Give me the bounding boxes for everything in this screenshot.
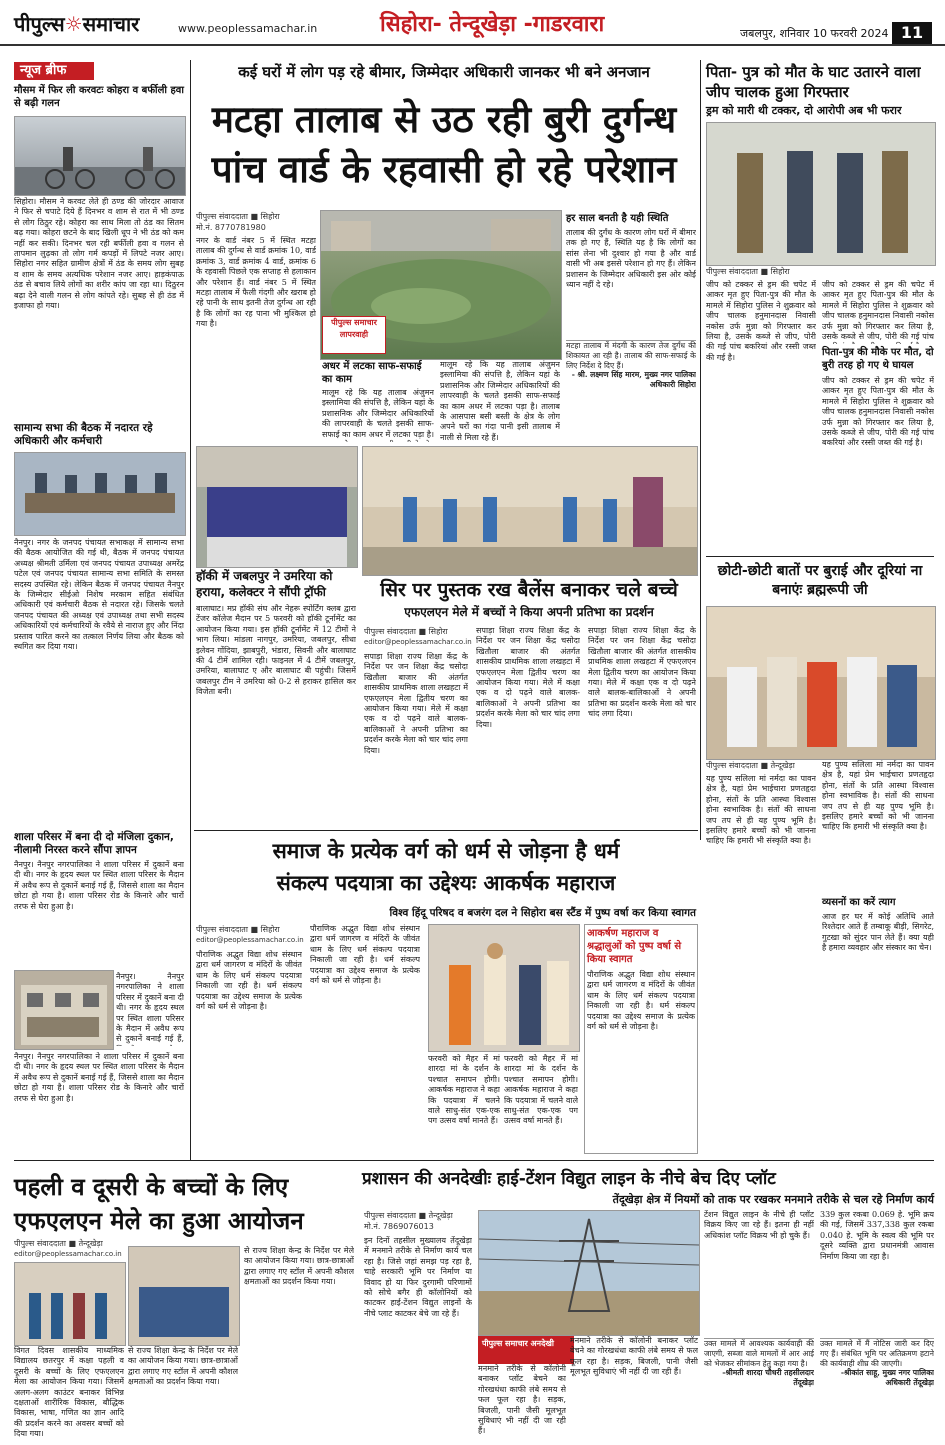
books-body-col3: सपाड़ा शिक्षा राज्य शिक्षा केंद्र के निर्देश पर जन शिक्षा केंद्र चसोदा खितौला बाजार की अंतर्गत शासकीय प्राथमिक शाला लखहटा में एफएलएन मेला द्वितीय चरण का आयोजन किया गया। मेले में कक्षा एक व दो पढ़ने वाले बालक-बालिकाओं ने अपनी प्रतिभा का प्रदर्शन करके मेला को चार चांद लगा दिया। xyxy=(588,626,696,719)
logo-text-left: पीपुल्स xyxy=(14,12,65,36)
fln-body-col3: से राज्य शिक्षा केन्द्र के निर्देश पर मेले का आयोजन किया गया। छात्र-छात्राओं द्वारा लगाए गए स्टॉल में अपनी कौशल क्षमताओं का प्रदर्शन किया गया। xyxy=(244,1246,354,1287)
dharm-top-rule xyxy=(194,830,698,831)
power-byline: पीपुल्स संवाददाता ■ तेन्दूखेड़ा xyxy=(364,1211,453,1220)
lead-body-col3: मालूम रहे कि यह तालाब अंजुमन इस्लामिया की संपत्ति है, लेकिन यहां के प्रशासनिक और जिम्मेदार अधिकारियों की लापरवाही के चलते इसकी साफ-सफाई का काम अधर में लटका पड़ा है। तालाब के आसपास बसी बस्ती के क्षेत्र के लोग अपने घरों का गंदा पानी इसी तालाब में नाली से मिला रहे हैं। xyxy=(440,360,560,442)
lead-quote: मटहा तालाब में मंदगी के कारण तेज दुर्गंध की शिकायत आ रही है। तालाब की साफ-सफाई के लिए निर्देश दे दिए हैं। xyxy=(566,341,696,370)
books-headline: सिर पर पुस्तक रख बैलेंस बनाकर चले बच्चे xyxy=(380,579,678,601)
dharm-body-col2: पौराणिक अद्भुत विद्या शोध संस्थान द्वारा धर्म जागरण व मंदिरों के जीवंत धाम के लिए धर्म संकल्प पदयात्रा निकाली जा रही है। धर्म संकल्प पदयात्रा का उद्देश्य समाज के प्रत्येक वर्ग को धर्म से जोड़ना है। xyxy=(310,924,420,986)
dharm-subhead: विश्व हिंदू परिषद व बजरंग दल ने सिहोरा बस स्टैंड में पुष्प वर्षा कर किया स्वागत xyxy=(389,907,696,919)
power-quote-author: -श्रीकांत साहू, मुख्य नगर पालिका अधिकारी तेंदूखेड़ा xyxy=(840,1368,934,1388)
cyclists-image xyxy=(15,117,185,195)
sants-body-col1: यह पुण्य सलिला मां नर्मदा का पावन क्षेत्र है, यहां प्रेम भाईचारा प्रणतहृदा होना, संतों के प्रति आस्था विश्वास होना स्वभाविक है। संतों की साधना जप तप से ही यह पुण्य भूमि है। इसलिए हमारे बच्चों को भी जानना चाहिए कि हमारी भी संस्कृति क्या है। xyxy=(706,774,816,846)
fln-body-col2: से राज्य शिक्षा केन्द्र के निर्देश पर मेले का आयोजन किया गया। छात्र-छात्राओं द्वारा लगाए गए स्टॉल में अपनी कौशल क्षमताओं का प्रदर्शन किया गया। xyxy=(128,1346,238,1387)
lead-body-col2: मालूम रहे कि यह तालाब अंजुमन इस्लामिया की संपत्ति है, लेकिन यहां के प्रशासनिक और जिम्मेदार अधिकारियों की लापरवाही के चलते इसकी साफ-सफाई का काम अधर में लटका पड़ा है। xyxy=(322,388,434,439)
saints-gathering-image xyxy=(707,607,935,759)
column-divider xyxy=(190,60,191,1160)
power-body-col1: इन दिनों तहसील मुख्यालय तेंदूखेड़ा में मनमाने तरीके से निर्माण कार्य चल रहा है। जिसे जहां समझ पड़ रहा है, चाहे सरकारी भूमि पर निर्माण या विवाद हो या फिर दुरगामी परिणामों को सोचे बगैर ही कॉलोनियों को काटकर हाई-टेंशन विद्युत लाइनों के नीचे प्लाट काटकर बेचे जा रहे हैं। xyxy=(364,1236,472,1318)
power-body-col2: मनमाने तरीके से कॉलोनी बनाकर प्लॉट बेचने का गोरखधंधा काफी लंबे समय से फल फूल रहा है। सड़क, बिजली, पानी जैसी मूलभूत सुविधाएं भी नहीं दी जा रही हैं। xyxy=(570,1336,698,1377)
brief-body-shops-cont: नैनपुर। नैनपुर नगरपालिका ने शाला परिसर में दुकानें बना दी थी। नगर के हृदय स्थल पर स्थित शाला परिसर के मैदान में अवैध रूप से दुकानें बनाई गई हैं, xyxy=(116,972,184,1044)
fog-photo xyxy=(14,116,186,196)
brief-headline-weather: मौसम में फिर ली करवटः कोहरा व बर्फीली हवा से बढ़ी गलन xyxy=(14,85,184,109)
fln-email: editor@peoplessamachar.co.in xyxy=(14,1250,122,1258)
logo-text-right: समाचार xyxy=(82,12,140,36)
dharm-headline-line1: समाज के प्रत्येक वर्ग को धर्म से जोड़ना है धर्म xyxy=(272,839,620,863)
lead-headline-line2: पांच वार्ड के रहवासी हो रहे परेशान xyxy=(211,148,677,191)
police-with-accused-image xyxy=(707,123,935,265)
children-mela-image xyxy=(15,1263,125,1345)
power-headline: प्रशासन की अनदेखीः हाई-टेंशन विद्युत लाइन के नीचे बेच दिए प्लॉट xyxy=(362,1169,776,1189)
power-badge: पीपुल्स समाचार अनदेखी xyxy=(478,1336,574,1364)
lead-quote-box xyxy=(566,340,696,445)
fln-photo-2 xyxy=(128,1246,240,1346)
pond-photo-caption: अधर में लटका साफ-सफाई का काम xyxy=(322,361,422,385)
hockey-headline: हॉकी में जबलपुर ने उमरिया को हराया, कलेक्टर ने सौंपी ट्रॉफी xyxy=(196,569,333,599)
dharm-body-col1: पौराणिक अद्भुत विद्या शोध संस्थान द्वारा धर्म जागरण व मंदिरों के जीवंत धाम के लिए धर्म संकल्प पदयात्रा निकाली जा रही है। धर्म संकल्प पदयात्रा का उद्देश्य समाज के प्रत्येक वर्ग को धर्म से जोड़ना है। xyxy=(196,950,302,1012)
bottom-section-rule xyxy=(14,1160,934,1161)
masthead xyxy=(0,0,945,46)
dharm-box-body: पौराणिक अद्भुत विद्या शोध संस्थान द्वारा धर्म जागरण व मंदिरों के जीवंत धाम के लिए धर्म संकल्प पदयात्रा निकाली जा रही है। धर्म संकल्प पदयात्रा का उद्देश्य समाज के प्रत्येक वर्ग को धर्म से जोड़ना है। xyxy=(587,970,695,1032)
hockey-photo xyxy=(196,446,358,568)
news-brief-label: न्यूज ब्रीफ xyxy=(20,63,67,78)
shops-photo xyxy=(14,970,114,1050)
high-tension-tower-image xyxy=(479,1211,699,1335)
sants-top-rule xyxy=(706,556,934,557)
dharm-headline-line2: संकल्प पदयात्रा का उद्देश्यः आकर्षक महाराज xyxy=(276,871,616,895)
dharm-body-col4: फरवरी को मैहर में मां शारदा मां के दर्शन के पश्चात समापन होगी। आकर्षक महाराज ने कहा कि पदयात्रा में चलने वाले साधु-संत एक-एक पग उत्सव वर्षा मानते हैं। xyxy=(504,1054,578,1126)
brief-headline-shops: शाला परिसर में बना दी दो मंजिला दुकान, नीलामी निरस्त करने सौंपा ज्ञापन xyxy=(14,831,174,856)
brief-headline-meeting: सामान्य सभा की बैठक में नदारत रहे अधिकारी और कर्मचारी xyxy=(14,422,153,447)
accident-subhead2: पिता-पुत्र की मौके पर मौत, दो बुरी तरह हो गए थे घायल xyxy=(822,347,934,371)
lead-watermark: पीपुल्स समाचार लापरवाही xyxy=(331,318,377,339)
sants-byline: पीपुल्स संवाददाता ■ तेन्दूखेड़ा xyxy=(706,761,795,770)
power-quote-box-2 xyxy=(704,1338,814,1439)
section-title: सिहोरा- तेन्दूखेड़ा -गाडरवारा xyxy=(380,12,605,37)
lead-quote-author: - श्री. लक्ष्मण सिंह मारम, मुख्य नगर पालिका अधिकारी सिहोरा xyxy=(571,370,696,390)
fln-photo xyxy=(14,1262,126,1346)
children-group-image xyxy=(129,1247,239,1345)
accident-byline: पीपुल्स संवाददाता ■ सिहोरा xyxy=(706,267,790,276)
power-subhead: तेंदूखेड़ा क्षेत्र में नियमों को ताक पर रखकर मनमाने तरीके से चल रहे निर्माण कार्य xyxy=(612,1193,934,1206)
books-email: editor@peoplessamachar.co.in xyxy=(364,638,472,646)
sants-body-col2: यह पुण्य सलिला मां नर्मदा का पावन क्षेत्र है, यहां प्रेम भाईचारा प्रणतहृदा होना, संतों के प्रति आस्था विश्वास होना स्वभाविक है। संतों की साधना जप तप से ही यह पुण्य भूमि है। इसलिए हमारे बच्चों को भी जानना चाहिए कि हमारी भी संस्कृति क्या है। xyxy=(822,760,934,832)
power-quote-2-author: -श्रीमती शारदा चौधरी तहसीलदार तेंदूखेड़ा xyxy=(722,1368,814,1388)
accident-headline: पिता- पुत्र को मौत के घाट उतारने वाला जीप चालक हुआ गिरफ्तार xyxy=(706,63,921,101)
fln-body-col1: विगत दिवस शासकीय माध्यमिक विद्यालय छतरपुर में कक्षा पहली व दूसरी के बच्चों के लिए एफएलएन मेला का आयोजन किया गया। जिसमें अलग-अलग काउंटर बनाकर विभिन्न दक्षताओं शारीरिक विकास, बौद्धिक विकास, भाषा, गणित का ज्ञान आदि की प्रदर्शन करने का अवसर बच्चों को दिया गया। xyxy=(14,1346,124,1438)
power-quote-2: उक्त मामले में आवश्यक कार्यवाही की जाएगी, सब्जा वाले मामलों में आर आई को भेजकर सीमांकन हेतु कहा गया है। xyxy=(704,1339,814,1368)
accident-subhead: ड्रम को मारी थी टक्कर, दो आरोपी अब भी फरार xyxy=(706,104,902,117)
meeting-room-image xyxy=(15,453,185,535)
power-quote-box xyxy=(820,1338,934,1439)
brief-body-shops-end: नैनपुर। नैनपुर नगरपालिका ने शाला परिसर में दुकानें बना दी थी। नगर के हृदय स्थल पर स्थित शाला परिसर के मैदान में अवैध रूप से दुकानें बनाई गई हैं, जिससे शाला का मैदान छोटा हो गया है। शाला परिसर रोड के किनारे और चारों तरफ से घेरा हुआ है। xyxy=(14,1052,184,1103)
power-body-col2b: मनमाने तरीके से कॉलोनी बनाकर प्लॉट बेचने का गोरखधंधा काफी लंबे समय से फल फूल रहा है। सड़क, बिजली, पानी जैसी मूलभूत सुविधाएं भी नहीं दी जा रही हैं। xyxy=(478,1364,566,1436)
dharm-email: editor@peoplessamachar.co.in xyxy=(196,936,304,944)
power-quote: उक्त मामले में मैं नोटिस जारी कर दिए गए हैं। संबंधित भूमि पर अतिक्रमण हटाने की कार्यवाही शीघ्र की जाएगी। xyxy=(820,1339,934,1368)
children-books-photo xyxy=(362,446,698,576)
lead-mobile: मो.नं. 8770781980 xyxy=(196,223,266,232)
lead-body-col1: नगर के वार्ड नंबर 5 में स्थित मटहा तालाब की दुर्गन्ध से वार्ड क्रमांक 10, वार्ड क्रमांक 3, वार्ड क्रमांक 4 वार्ड, क्रमांक 6 के रहवासी पिछले एक सप्ताह से हलाकान और परेशान हैं। वार्ड नंबर 5 में स्थित मटहा तालाब में फैली गंदगी और खराब हो रहे पानी के साथ इतनी तेज दुर्गन्ध आ रही है कि लोगों का रह पाना भी मुश्किल हो गया है। xyxy=(196,236,316,329)
newspaper-logo: पीपुल्स☼समाचार xyxy=(14,12,140,36)
power-mobile: मो.नं. 7869076013 xyxy=(364,1222,434,1231)
fln-headline-line2: एफएलएन मेले का हुआ आयोजन xyxy=(14,1207,304,1235)
meeting-photo xyxy=(14,452,186,536)
lead-byline: पीपुल्स संवाददाता ■ सिहोरा xyxy=(196,212,280,221)
accident-body-col1: जीप को टक्कर से ड्रम की चपेट में आकर मृत हुए पिता-पुत्र की मौत के मामले में सिहोरा पुलिस ने शुक्रवार को जीप चालक हनुमानदास निवासी नकोस उर्फ मुन्ना को गिरफ्तार कर लिया है, उसके कब्जे से जीप, पोरी की गई पांच बकरियां और रस्सी जब्त की गई है। xyxy=(706,280,816,362)
dateline: जबलपुर, शनिवार 10 फरवरी 2024 xyxy=(740,27,889,40)
dharm-body-col3: फरवरी को मैहर में मां शारदा मां के दर्शन के पश्चात समापन होगी। आकर्षक महाराज ने कहा कि पदयात्रा में चलने वाले साधु-संत एक-एक पग उत्सव वर्षा मानते हैं। xyxy=(428,1054,500,1126)
dharm-box xyxy=(584,924,698,1154)
lead-headline-line1: मटहा तालाब से उठ रही बुरी दुर्गन्ध xyxy=(211,98,677,141)
books-subhead: एफएलएन मेले में बच्चों ने किया अपनी प्रतिभा का प्रदर्शन xyxy=(404,605,654,619)
lead-watermark-box xyxy=(322,316,386,354)
welcome-procession-image xyxy=(429,925,579,1051)
sants-subhead: व्यसनों का करें त्याग xyxy=(822,897,896,908)
fln-byline: पीपुल्स संवाददाता ■ तेन्दूखेड़ा xyxy=(14,1239,103,1248)
lead-kicker: कई घरों में लोग पड़ रहे बीमार, जिम्मेदार अधिकारी जानकर भी बने अनजान xyxy=(238,63,650,81)
dharm-box-title: आकर्षण महाराज व श्रद्धालुओं को पुष्प वर्षा से किया स्वागत xyxy=(587,928,682,965)
accident-body-col2: जीप को टक्कर से ड्रम की चपेट में आकर मृत हुए पिता-पुत्र की मौत के मामले में सिहोरा पुलिस ने शुक्रवार को जीप चालक हनुमानदास निवासी नकोस उर्फ मुन्ना को गिरफ्तार कर लिया है, उसके कब्जे से जीप, पोरी की गई पांच xyxy=(822,280,934,342)
lead-body-col4: तालाब की दुर्गंध के कारण लोग घरों में बीमार तक हो गए हैं, स्थिति यह है कि लोगों का सांस लेना भी दुश्वार हो गया है और वार्ड वासी भी अब इससे परेशान हो गए हैं। लेकिन प्रशासन के जिम्मेदार अधिकारी इस ओर कोई ध्यान नहीं दे रहे। xyxy=(566,228,696,290)
hockey-team-image xyxy=(197,447,357,567)
hockey-body-1: बालाघाट। मप्र हॉकी संघ और नेहरू स्पोर्टिंग क्लब द्वारा टेंजर कॉलेज मैदान पर 5 फरवरी को हॉकी टूर्नामेंट का आयोजन किया गया। इस हॉकी टूर्नामेंट में 12 टीमों ने भाग लिया। मांडला नागपुर, उमरिया, जबलपुर, सीधा इलेवन गोंदिया, झाबपुरी, भंडारा, सिवनी और बालाघाट की 4 टीमें शामिल रही। फाइनल में 4 टीमें जबलपुर, उमरिया, बालाघाट ए और बालाघाट बी पहुंची। जिसमें जबलपुर टीम ने उमरिया को 0-2 से हराकर हासिल कर विजेता बनी। xyxy=(196,604,356,697)
power-body-col3: टेंशन विद्युत लाइन के नीचे ही प्लॉट विक्रय किए जा रहे हैं। इतना ही नहीं अधिकांश प्लॉट विक्रय भी हो चुके हैं। xyxy=(704,1210,814,1240)
sants-photo xyxy=(706,606,936,760)
fln-headline-line1: पहली व दूसरी के बच्चों के लिए xyxy=(14,1173,289,1201)
sants-headline: छोटी-छोटी बातों पर बुराई और दूरियां ना बनाएंः ब्रह्मरूपी जी xyxy=(717,563,923,598)
website-url: www.peoplessamachar.in xyxy=(178,22,318,35)
right-column-divider xyxy=(700,60,701,840)
dharm-byline: पीपुल्स संवाददाता ■ सिहोरा xyxy=(196,925,280,934)
power-body-col4: 339 कुल रकबा 0.069 हे. भूमि क्रय की गई, जिसमें 337,338 कुल रकबा 0.040 हे. भूमि के स्वत्व की भूमि पर दूसरे व्यक्ति द्वारा प्रधानमंत्री आवास निर्माण किया जा रहा है। xyxy=(820,1210,934,1261)
books-body-col1: सपाड़ा शिक्षा राज्य शिक्षा केंद्र के निर्देश पर जन शिक्षा केंद्र चसोदा खितौला बाजार की अंतर्गत शासकीय प्राथमिक शाला लखहटा में एफएलएन मेला द्वितीय चरण का आयोजन किया गया। मेले में कक्षा एक व दो पढ़ने वाले बालक-बालिकाओं ने अपनी प्रतिभा का प्रदर्शन करके मेला को चार चांद लगा दिया। xyxy=(364,652,468,755)
accused-photo xyxy=(706,122,936,266)
books-byline: पीपुल्स संवाददाता ■ सिहोरा xyxy=(364,627,448,636)
accident-body-col3: जीप को टक्कर से ड्रम की चपेट में आकर मृत हुए पिता-पुत्र की मौत के मामले में सिहोरा पुलिस ने शुक्रवार को जीप चालक हनुमानदास निवासी नकोस उर्फ मुन्ना को गिरफ्तार कर लिया है, उसके कब्जे से जीप, पोरी की गई पांच बकरियां और रस्सी जब्त की गई है। xyxy=(822,376,934,448)
books-body-col2: सपाड़ा शिक्षा राज्य शिक्षा केंद्र के निर्देश पर जन शिक्षा केंद्र चसोदा खितौला बाजार की अंतर्गत शासकीय प्राथमिक शाला लखहटा में एफएलएन मेला द्वितीय चरण का आयोजन किया गया। मेले में कक्षा एक व दो पढ़ने वाले बालक-बालिकाओं ने अपनी प्रतिभा का प्रदर्शन करके मेला को चार चांद लगा दिया। xyxy=(476,626,580,729)
building-image xyxy=(15,971,113,1049)
brief-body-meeting: नैनपुर। नगर के जनपद पंचायत सभाकक्ष में सामान्य सभा की बैठक आयोजित की गई थी, बैठक में जनपद पंचायत अध्यक्ष श्रीमती उर्मिला एवं जनपद पंचायत उपाध्यक्ष अमरेंद्र पटेल एवं जनपद पंचायत सामान्य सभा समिति के समस्त सदस्य उपस्थित रहे। लेकिन बैठक में जनपद पंचायत नैनपुर के जिम्मेदार सीईओ निशेष मरकाम सहित संबंधित अधिकारी एवं कर्मचारी बैठक से नदारत रहे। जिसके चलते जनपद पंचायत की अध्यक्ष एवं उपाध्यक्ष तथा सभी सदस्य अधिकारियों एवं कर्मचारियों के रवैये से नाराज हुए और निंदा प्रस्ताव पारित करने का तत्काल निर्णय लिया और बैठक को स्थगित कर दिया गया। xyxy=(14,538,184,652)
power-photo xyxy=(478,1210,700,1336)
lead-subhead: हर साल बनती है यही स्थिति xyxy=(566,213,669,224)
brief-body-shops: नैनपुर। नैनपुर नगरपालिका ने शाला परिसर में दुकानें बना दी थी। नगर के हृदय स्थल पर स्थित शाला परिसर के मैदान में अवैध रूप से दुकानें बनाई गई हैं, जिससे शाला का मैदान छोटा हो गया है। शाला परिसर रोड के किनारे और चारों तरफ से घेरा हुआ है। xyxy=(14,860,184,911)
page-number: 11 xyxy=(892,22,932,44)
children-balancing-image xyxy=(363,447,697,575)
brief-body-weather: सिहोरा। मौसम ने करवट लेते ही ठण्ड की जोरदार आवाज ने फिर से चपाटे दिये हैं दिनभर व शाम से रात में भी ठण्ड से लोग ठिठुर रहे। कोहरा का साथ मिला तो ठंड का सितम बढ़ गया। कोहरा छटने के बाद खिली धूप ने भी ठंड को कम नहीं कर सकी। दिनभर चल रही बर्फीली हवा व गलन से तापमान लुढ़का तो लोग गर्म कपड़ों में लिपटे नजर आए। सिहोरा नगर सहित ग्रामीण क्षेत्रों में ठंड के समय लोग सुबह व शाम के समय अत्यधिक परेशान नजर आए। हाड़कंपाऊ ठंड से बचाव लिये लोगों का शरीर कांप जा रहा था। दिठुरन बढ़ा देने वाली गलन से लोग कांपते रहे। सुबह से ही ठंड में इजाफा हो गया। xyxy=(14,197,184,311)
dharm-photo xyxy=(428,924,580,1052)
news-brief-badge xyxy=(14,62,94,80)
sants-body-col3: आज हर घर में कोई अतिथि आते रिश्तेदार आते हैं तम्बाकू बीड़ी, सिगरेट, गुटखा को सुंदर पान लेते हैं। क्या यही है हमारा व्यवहार और संस्कार का चेन। xyxy=(822,912,934,953)
